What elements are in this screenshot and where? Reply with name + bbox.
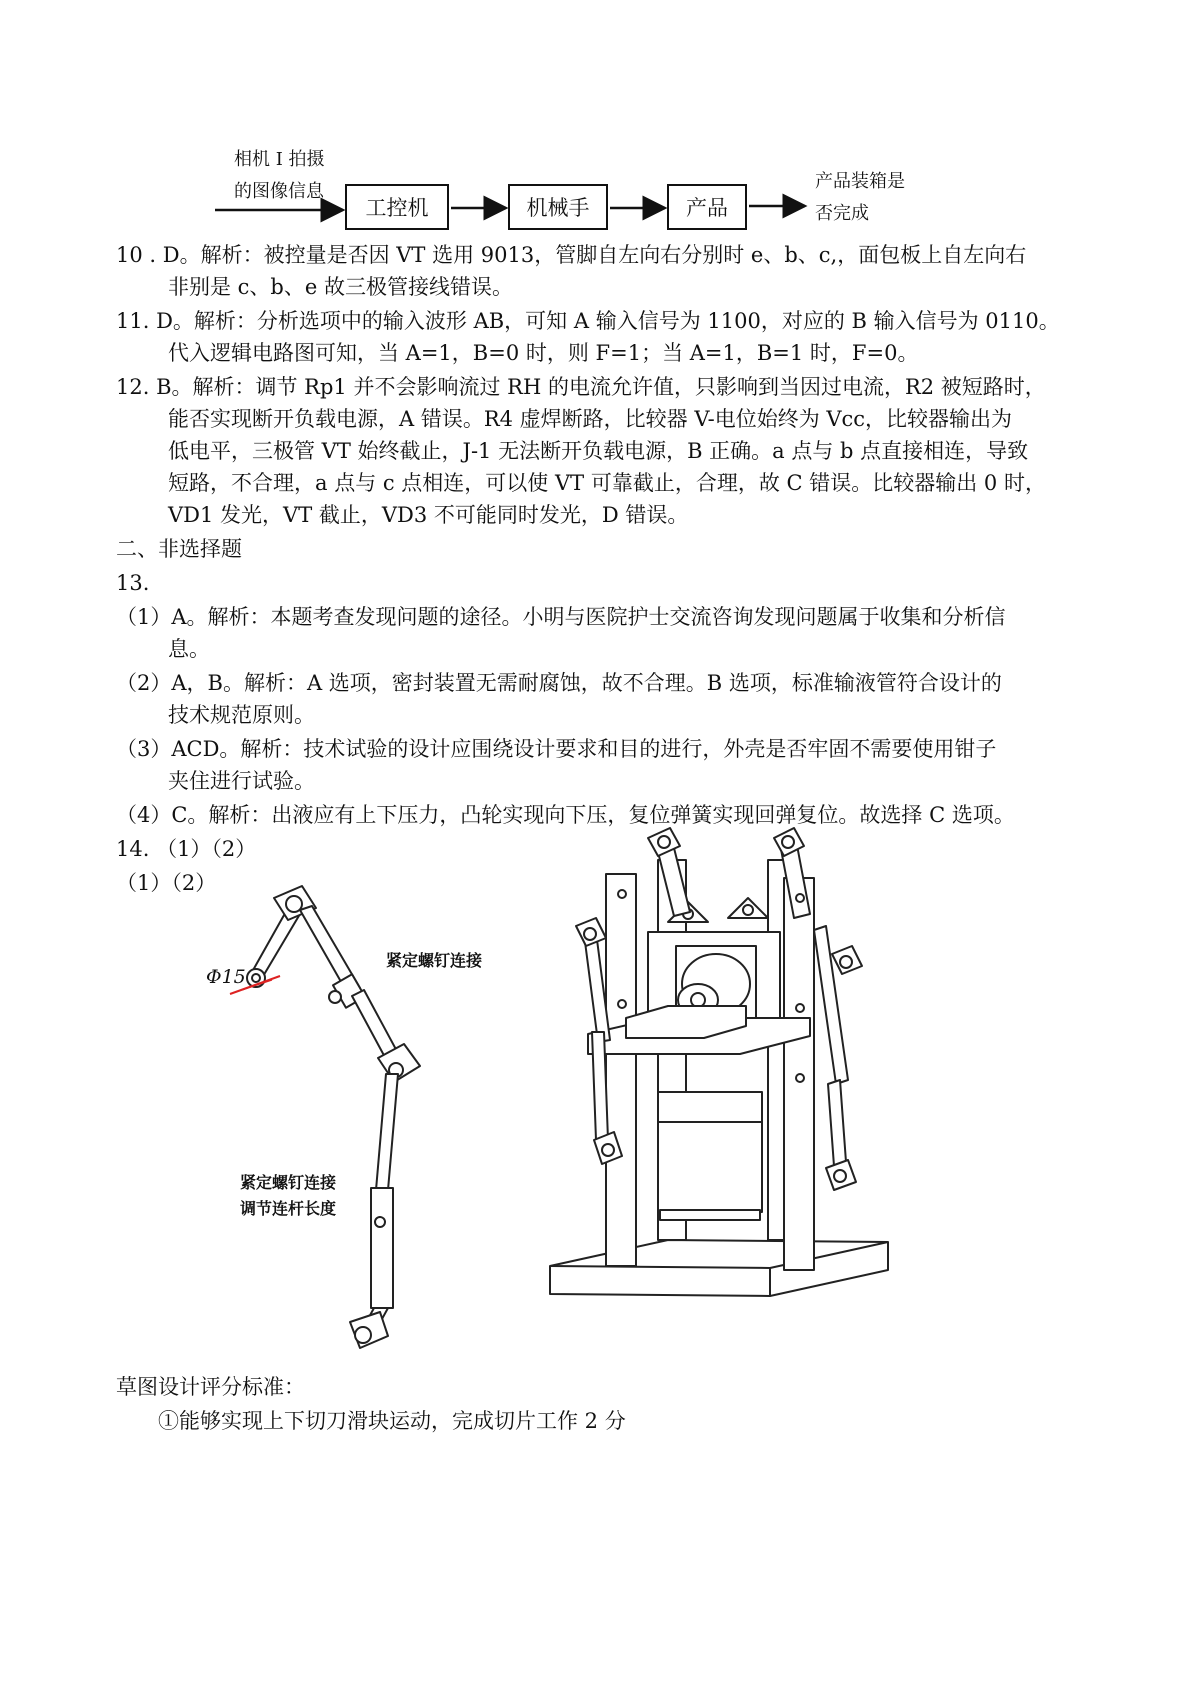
set-screw-2 (375, 1217, 385, 1227)
linkage-arm-drawing (190, 860, 610, 1380)
set-screw-1 (329, 991, 341, 1003)
q13-2-line1: （2）A，B。解析：A 选项，密封装置无需耐腐蚀，故不合理。B 选项，标准输液管符合设计的 (116, 671, 1002, 695)
flow-input-label-1: 相机 I 拍摄 (234, 149, 325, 170)
flow-box-product: 产品 (667, 184, 747, 230)
q13-1-line2: 息。 (168, 637, 210, 661)
dimension-label: Φ15 (206, 966, 246, 988)
pin-bottom (355, 1327, 371, 1343)
link-lower-upper (376, 1074, 398, 1190)
blade-edge (660, 1210, 760, 1220)
flow-box-robot-arm: 机械手 (508, 184, 608, 230)
q13-3-line1: （3）ACD。解析：技术试验的设计应围绕设计要求和目的进行，外壳是否牢固不需要使用钳子 (116, 737, 997, 761)
column-front-left (606, 874, 636, 1266)
right-link-lower (828, 1080, 846, 1166)
q11-line1: 11. D。解析：分析选项中的输入波形 AB，可知 A 输入信号为 1100，对应的 B 输入信号为 0110。 (116, 309, 1060, 333)
q11-line2: 代入逻辑电路图可知，当 A=1，B=0 时，则 F=1；当 A=1，B=1 时，F=0。 (168, 341, 919, 365)
q13-4-line1: （4）C。解析：出液应有上下压力，凸轮实现向下压，复位弹簧实现回弹复位。故选择 C 选项。 (116, 803, 1015, 827)
criteria-item-1: ①能够实现上下切刀滑块运动，完成切片工作 2 分 (158, 1409, 626, 1433)
annotation-adjust-2: 调节连杆长度 (240, 1199, 337, 1218)
flow-output-label-2: 否完成 (815, 203, 869, 224)
section-heading: 二、非选择题 (116, 537, 242, 561)
flow-box-ipc: 工控机 (345, 184, 449, 230)
q13-2-line2: 技术规范原则。 (168, 703, 315, 727)
flowchart-arrows (0, 0, 1200, 240)
q14-sub: （1）（2） (116, 871, 217, 895)
annotation-set-screw: 紧定螺钉连接 (386, 951, 483, 970)
blade-plate (658, 1092, 762, 1212)
link-lower-sleeve (371, 1188, 393, 1308)
criteria-title: 草图设计评分标准： (116, 1375, 305, 1399)
slicing-machine-drawing (548, 822, 928, 1342)
q12-line2: 能否实现断开负载电源，A 错误。R4 虚焊断路，比较器 V-电位始终为 Vcc，比较器输出为 (168, 407, 1013, 431)
q12-line5: VD1 发光，VT 截止，VD3 不可能同时发光，D 错误。 (168, 503, 689, 527)
hole-inner (252, 974, 260, 982)
q13-1-line1: （1）A。解析：本题考查发现问题的途径。小明与医院护士交流咨询发现问题属于收集和分析信 (116, 605, 1006, 629)
q10-line2: 非别是 c、b、e 故三极管接线错误。 (168, 275, 513, 299)
q10-line1: 10 . D。解析：被控量是否因 VT 选用 9013，管脚自左向右分别时 e、b、c,，面包板上自左向右 (116, 243, 1027, 267)
q12-line3: 低电平，三极管 VT 始终截止，J-1 无法断开负载电源，B 正确。a 点与 b 点直接相连，导致 (168, 439, 1029, 463)
flow-input-label-2: 的图像信息 (234, 181, 324, 202)
q12-line1: 12. B。解析：调节 Rp1 并不会影响流过 RH 的电流允许值，只影响到当因过电流，R2 被短路时， (116, 375, 1046, 399)
q12-line4: 短路，不合理，a 点与 c 点相连，可以使 VT 可靠截止，合理，故 C 错误。比较器输出 0 时， (168, 471, 1046, 495)
annotation-adjust-1: 紧定螺钉连接 (240, 1173, 337, 1192)
flow-output-label-1: 产品装箱是 (815, 171, 905, 192)
left-link-lower (592, 1032, 608, 1140)
q13-3-line2: 夹住进行试验。 (168, 769, 315, 793)
q13-number: 13. (116, 571, 150, 595)
q14-number: 14. （1）（2） (116, 837, 257, 861)
